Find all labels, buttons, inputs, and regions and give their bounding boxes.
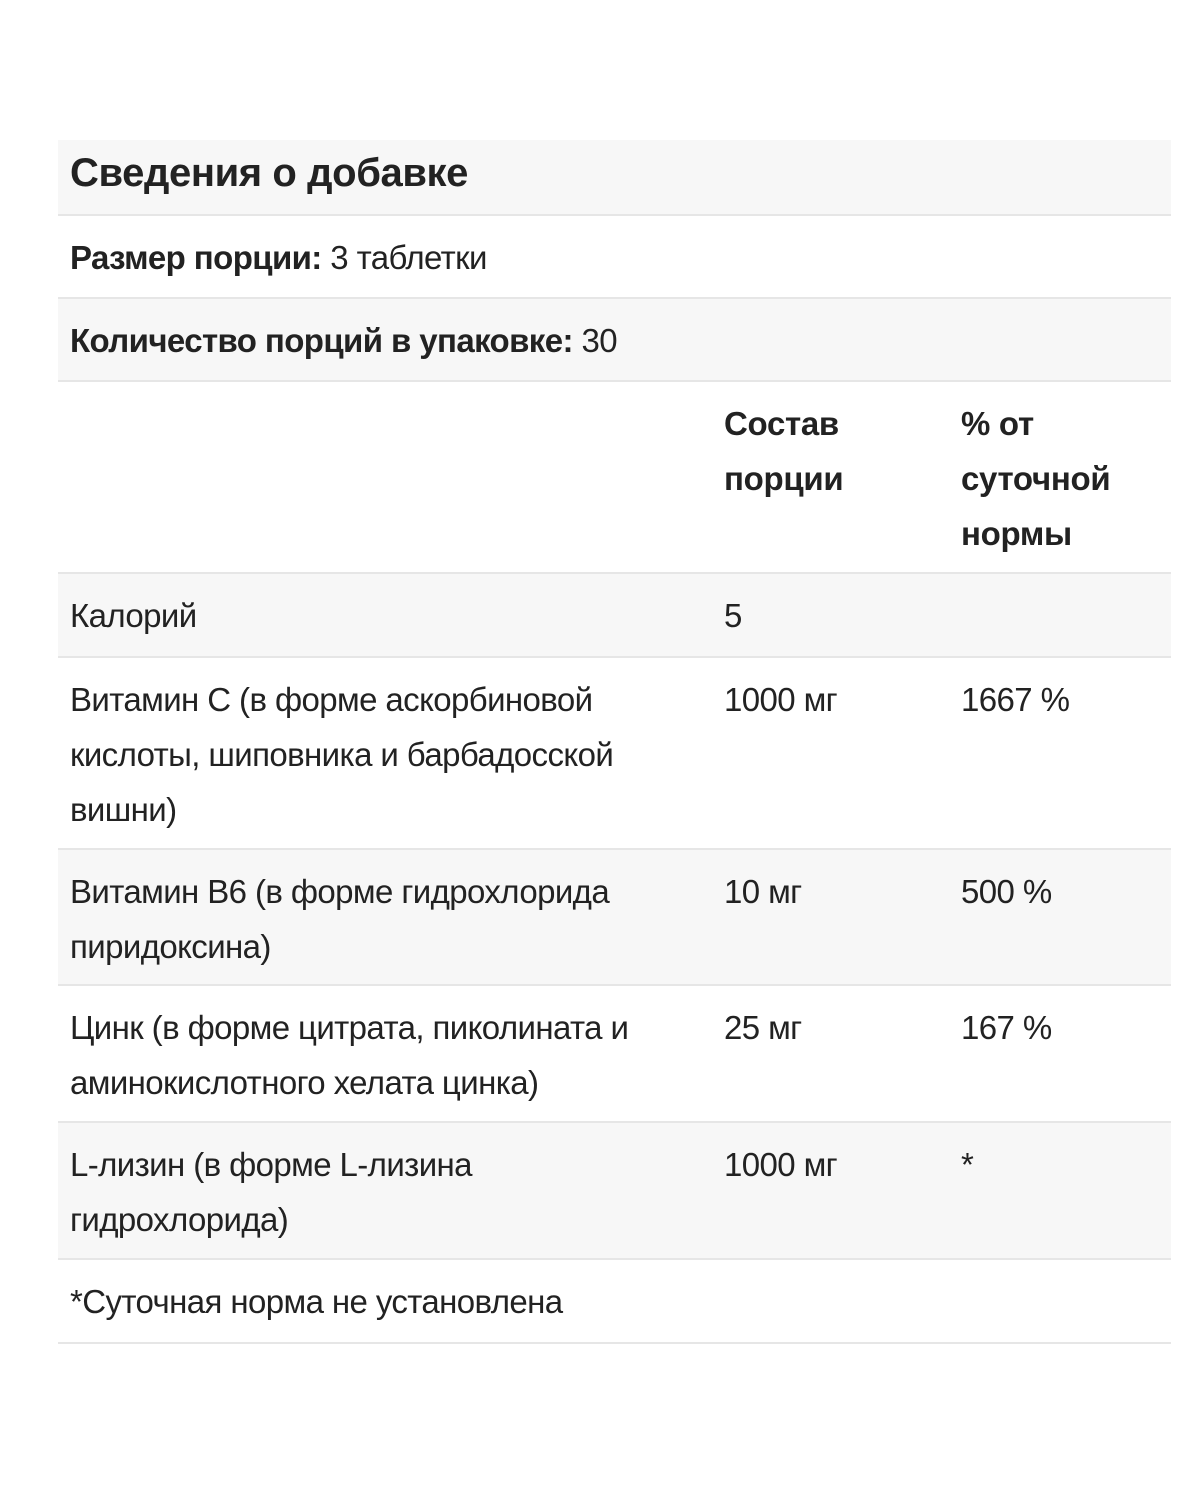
nutrient-name <box>58 672 712 836</box>
nutrient-name-line: гидрохлорида) <box>70 1201 289 1238</box>
serving-size-label: Размер порции: <box>70 239 322 276</box>
nutrient-name-line: L-лизин (в форме L-лизина <box>70 1146 472 1183</box>
nutrient-name-line: Витамин С (в форме аскорбиновой <box>70 681 593 718</box>
nutrient-amount: 1000 мг <box>724 681 838 718</box>
table-row-l-lysine <box>58 1123 1171 1260</box>
table-row-calories <box>58 574 1171 658</box>
servings-per-container-label: Количество порций в упаковке: <box>70 322 573 359</box>
serving-size-value: 3 таблетки <box>330 239 487 276</box>
nutrient-name <box>58 1137 712 1246</box>
nutrient-amount: 1000 мг <box>724 1146 838 1183</box>
nutrient-daily-value: * <box>961 1146 974 1183</box>
servings-per-container-row <box>58 299 1171 382</box>
supplement-facts-table <box>58 140 1171 1344</box>
daily-value-header-line: % от <box>961 405 1034 442</box>
nutrient-daily-value: 1667 % <box>961 681 1070 718</box>
nutrient-name <box>58 1000 712 1109</box>
serving-size-row <box>58 216 1171 299</box>
nutrient-amount: 5 <box>724 597 742 634</box>
nutrient-name-line: Калорий <box>70 597 197 634</box>
nutrient-daily-value: 167 % <box>961 1009 1052 1046</box>
nutrient-name <box>58 864 712 972</box>
table-row-zinc <box>58 986 1171 1123</box>
servings-per-container-value: 30 <box>581 322 617 359</box>
supplement-facts-title: Сведения о добавке <box>58 140 1171 216</box>
daily-value-header-line: нормы <box>961 515 1072 552</box>
nutrient-daily-value <box>949 588 1171 644</box>
amount-header-line: порции <box>724 460 844 497</box>
nutrient-name-line: Цинк (в форме цитрата, пиколината и <box>70 1009 629 1046</box>
nutrient-name-line: аминокислотного хелата цинка) <box>70 1064 539 1101</box>
nutrient-amount: 25 мг <box>724 1009 802 1046</box>
nutrient-daily-value: 500 % <box>961 873 1052 910</box>
footnote: *Суточная норма не установлена <box>58 1260 1171 1344</box>
daily-value-column-header <box>949 396 1171 560</box>
nutrient-name-line: кислоты, шиповника и барбадосской <box>70 736 614 773</box>
table-row-vitamin-b6 <box>58 850 1171 986</box>
table-row-vitamin-c <box>58 658 1171 850</box>
nutrient-name-line: вишни) <box>70 791 177 828</box>
nutrient-amount: 10 мг <box>724 873 802 910</box>
amount-column-header <box>712 396 949 560</box>
table-header-row <box>58 382 1171 574</box>
daily-value-header-line: суточной <box>961 460 1111 497</box>
nutrient-name-line: Витамин В6 (в форме гидрохлорида <box>70 873 610 910</box>
nutrient-name <box>58 588 712 644</box>
nutrient-name-line: пиридоксина) <box>70 928 271 965</box>
nutrient-column-header <box>58 396 712 560</box>
amount-header-line: Состав <box>724 405 839 442</box>
